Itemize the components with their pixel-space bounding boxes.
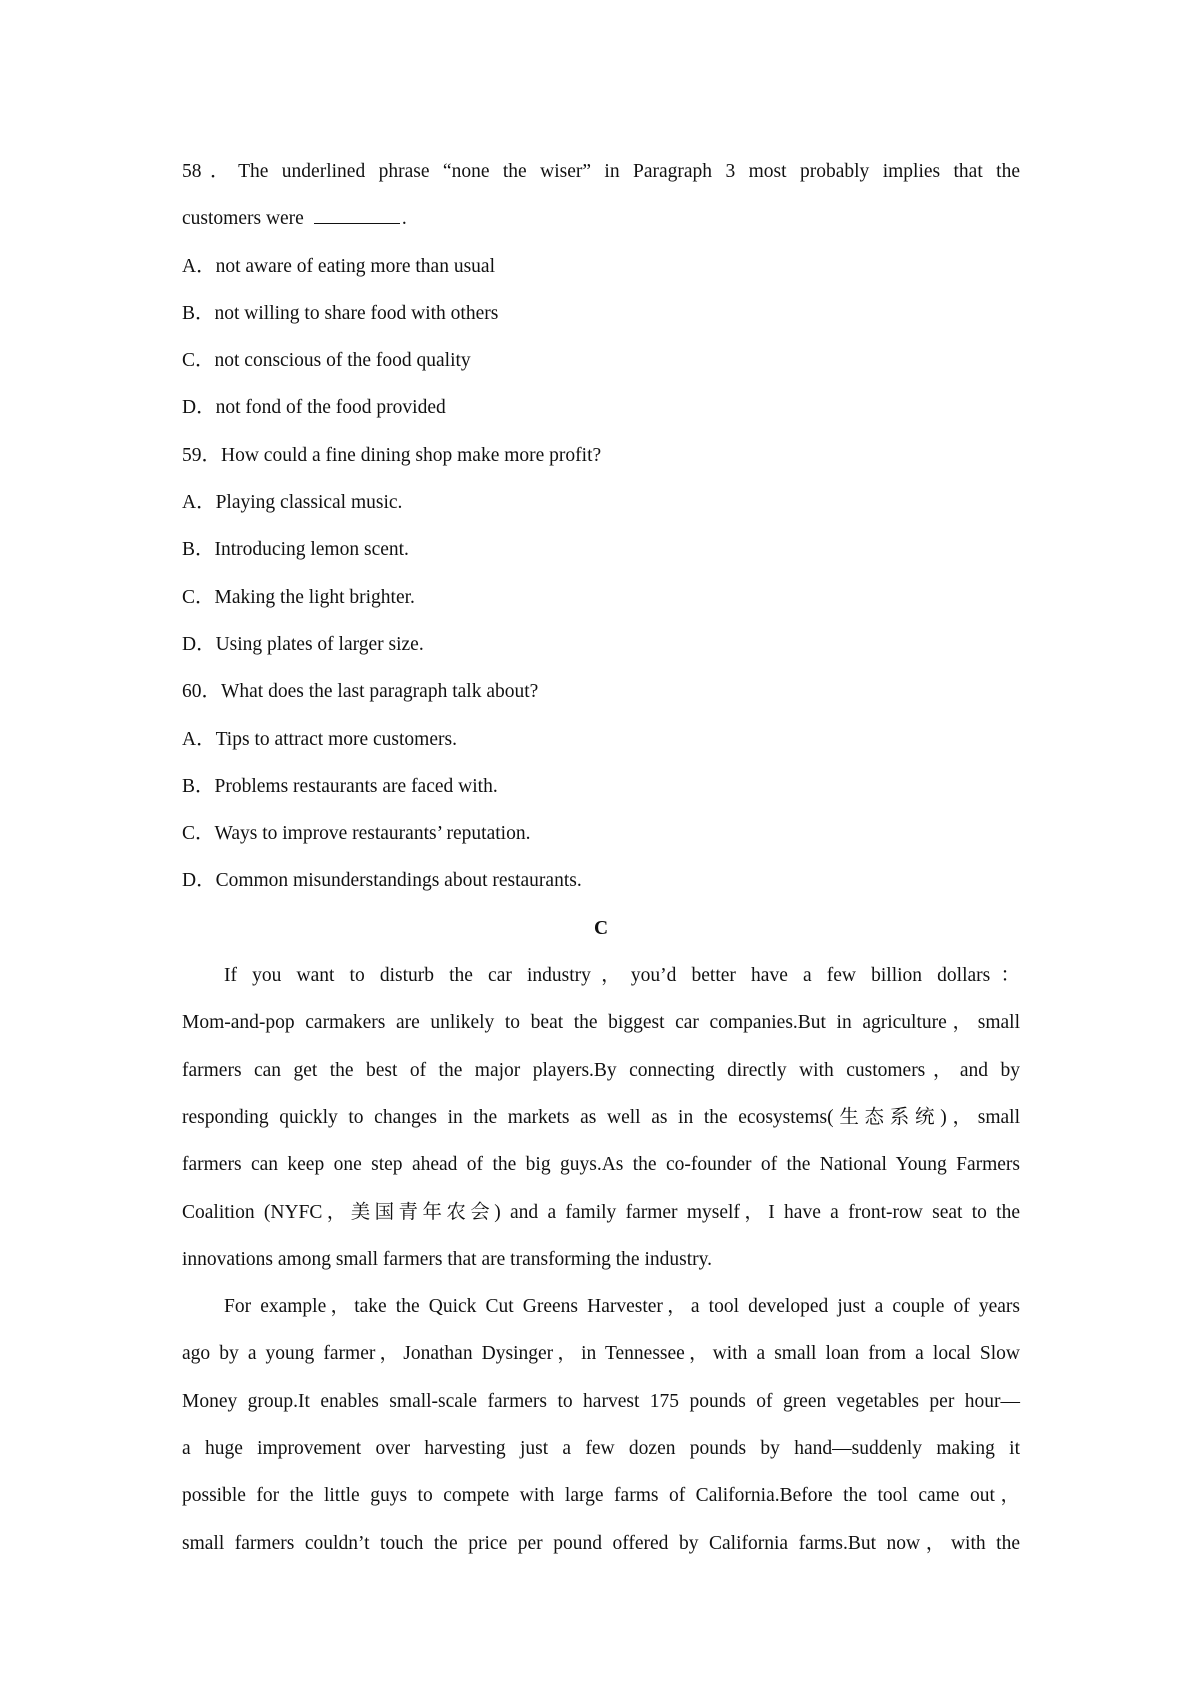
paragraph-2-line: Money group.It enables small-scale farmers to harvest 175 pounds of green vegetables per hour— [182,1390,1020,1412]
question-59-option-d: D．Using plates of larger size. [182,633,424,655]
question-58-stem: 58．The underlined phrase “none the wiser” in Paragraph 3 most probably implies that the [182,161,1020,182]
question-60-option-a: A．Tips to attract more customers. [182,728,457,750]
paragraph-1-line: Coalition (NYFC，美国青年农会) and a family farmer myself，I have a front-row seat to the [182,1201,1020,1223]
paragraph-1-line: Mom-and-pop carmakers are unlikely to beat the biggest car companies.But in agriculture，small [182,1012,1020,1034]
question-59-stem: 59．How could a fine dining shop make more profit? [182,444,602,466]
paragraph-1-line: responding quickly to changes in the markets as well as in the ecosystems(生态系统)，small [182,1106,1020,1128]
paragraph-2-line: small farmers couldn’t touch the price per pound offered by California farms.But now，with the [182,1532,1020,1554]
question-60-option-c: C．Ways to improve restaurants’ reputation. [182,823,531,845]
paragraph-2-line: possible for the little guys to compete with large farms of California.Before the tool came out， [182,1485,1020,1507]
question-58-option-a: A．not aware of eating more than usual [182,255,495,277]
question-60-option-d: D．Common misunderstandings about restaurants. [182,870,582,892]
question-58-option-b: B．not willing to share food with others [182,302,499,324]
paragraph-2-line: a huge improvement over harvesting just a few dozen pounds by hand—suddenly making it [182,1438,1020,1460]
paragraph-1-line: If you want to disturb the car industry，you’d better have a few billion dollars： [224,965,1020,987]
question-59-option-c: C．Making the light brighter. [182,586,415,608]
paragraph-1-line: innovations among small farmers that are transforming the industry. [182,1248,712,1270]
question-58-stem-continuation [182,195,1020,242]
question-58-option-d: D．not fond of the food provided [182,397,446,419]
question-59-option-b: B．Introducing lemon scent. [182,539,409,561]
document-page [182,148,1020,1567]
question-60-stem: 60．What does the last paragraph talk about? [182,681,539,703]
question-58-option-c: C．not conscious of the food quality [182,350,471,372]
paragraph-2-line: ago by a young farmer，Jonathan Dysinger，in Tennessee，with a small loan from a local Slow [182,1343,1020,1365]
paragraph-2-line: For example，take the Quick Cut Greens Harvester，a tool developed just a couple of years [224,1296,1020,1318]
section-heading: C [593,917,609,939]
question-58-stem-end: . [401,208,407,230]
question-60-option-b: B．Problems restaurants are faced with. [182,775,498,797]
question-58-stem-text: customers were [182,208,304,230]
paragraph-1-line: farmers can get the best of the major players.By connecting directly with customers，and by [182,1059,1020,1081]
question-59-option-a: A．Playing classical music. [182,492,403,514]
paragraph-1-line: farmers can keep one step ahead of the big guys.As the co-founder of the National Young Farmers [182,1154,1020,1176]
answer-blank [314,203,400,224]
